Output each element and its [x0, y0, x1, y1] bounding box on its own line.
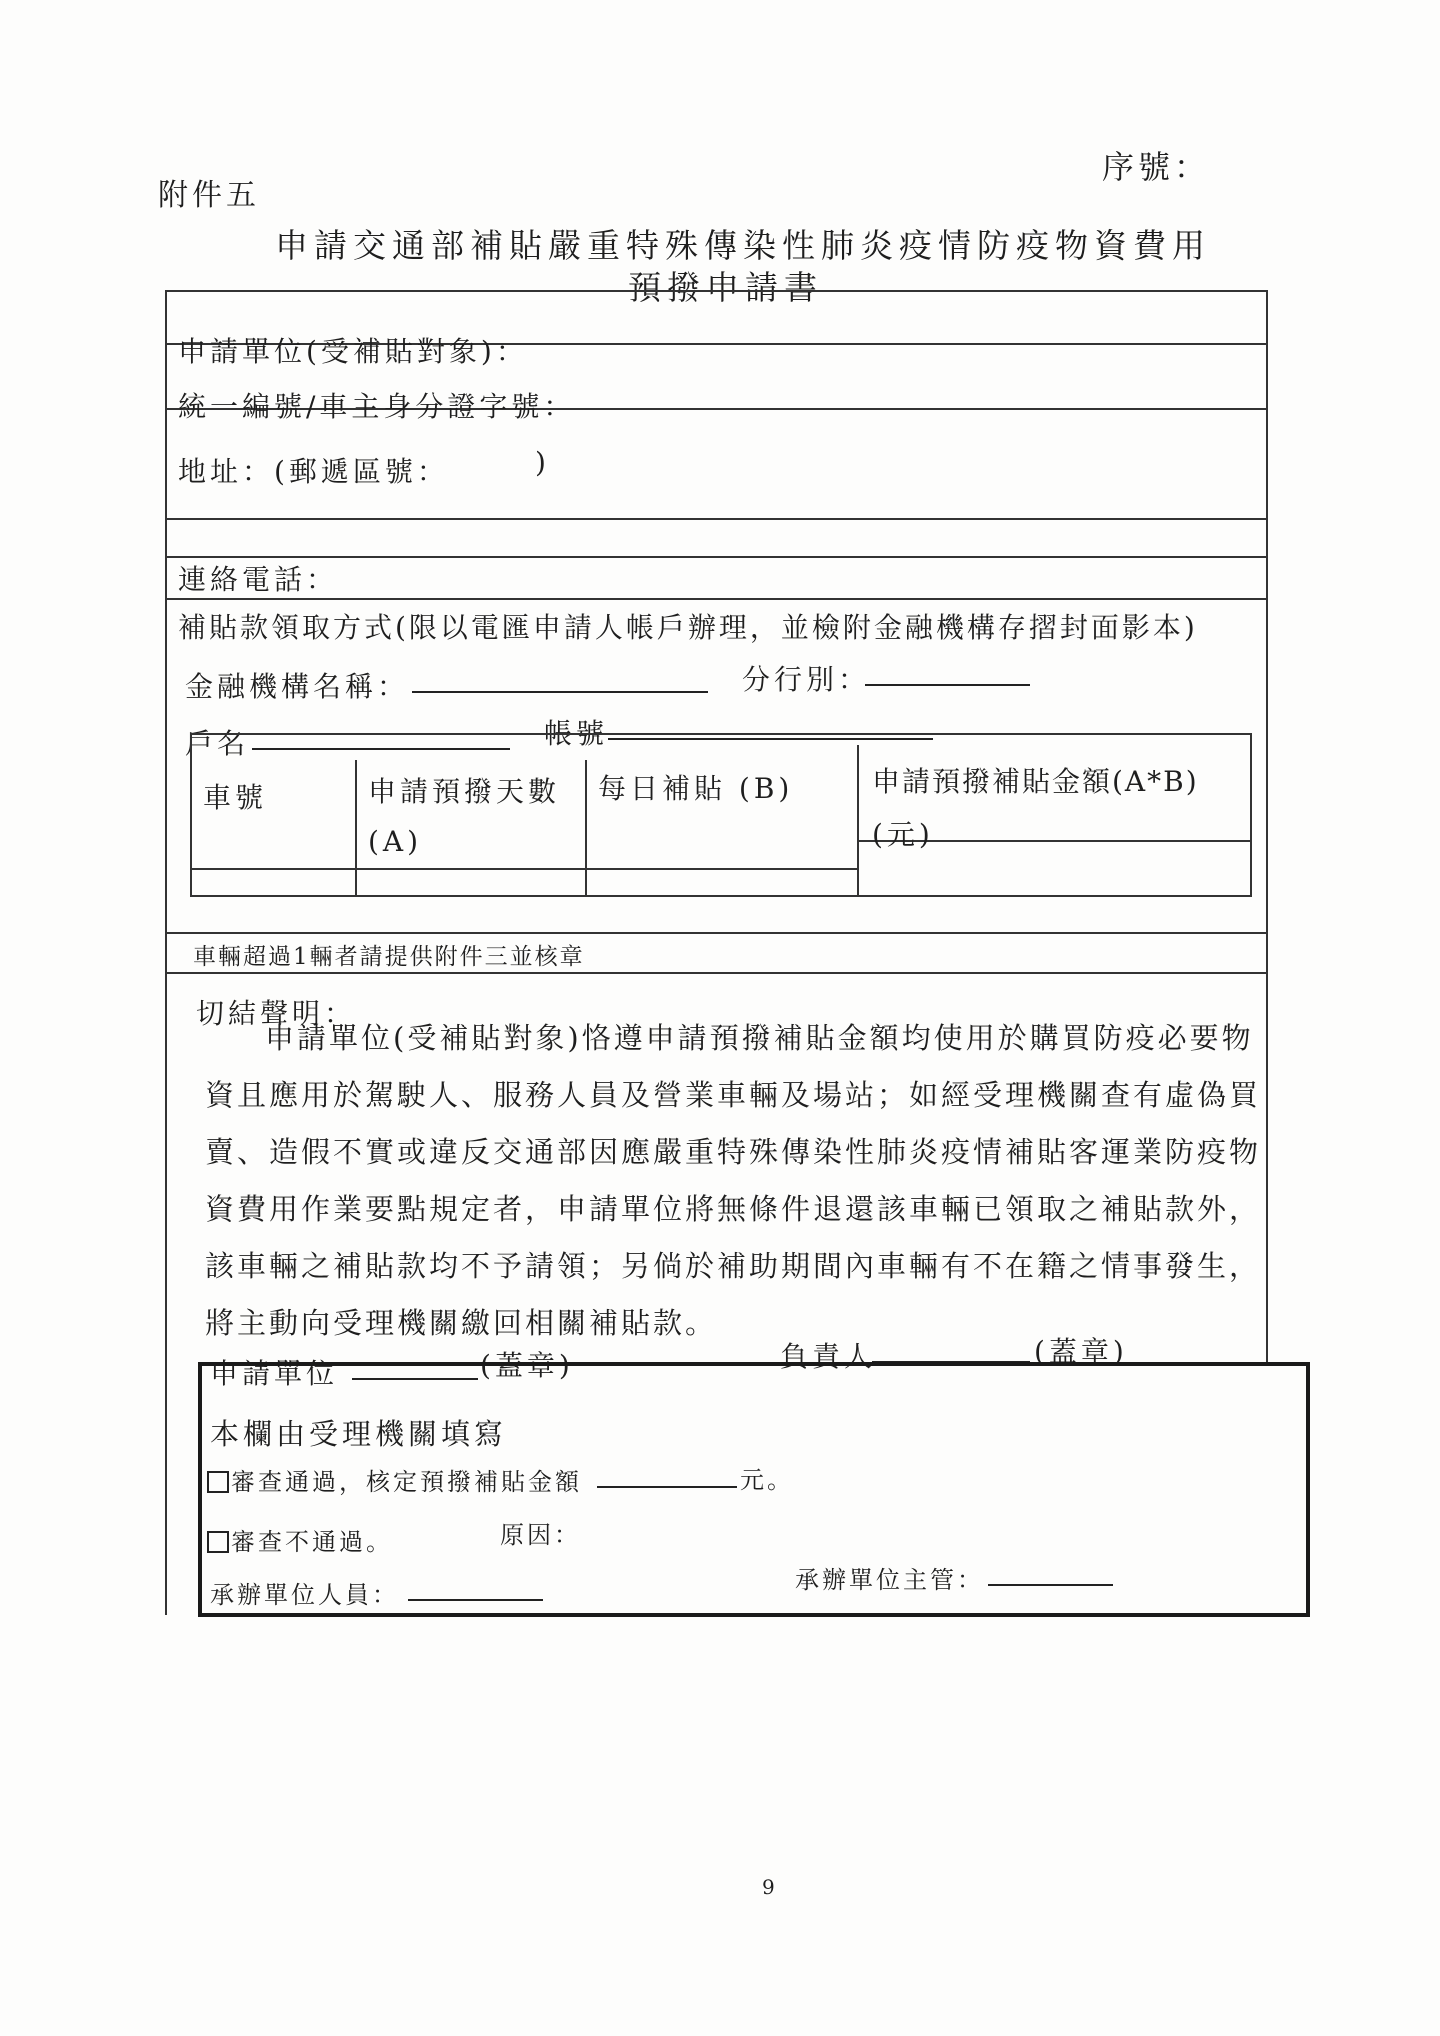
reject-checkbox[interactable] [207, 1531, 229, 1553]
branch-label: 分行別： [742, 663, 871, 696]
table-cell-plate[interactable] [192, 870, 354, 896]
table-header-days: 申請預撥天數 [368, 775, 561, 808]
row-divider [165, 972, 1266, 974]
sign-unit-seal: (蓋章) [480, 1349, 574, 1382]
attachment-label: 附件五 [158, 178, 260, 213]
approve-row [207, 1462, 582, 1497]
sign-person-label: 負責人 [780, 1340, 877, 1373]
serial-number-label: 序號： [1102, 148, 1211, 186]
reject-label: 審查不通過。 [231, 1528, 393, 1556]
id-number-label: 統一編號/車主身分證字號： [178, 390, 576, 423]
address-label: 地址：(郵遞區號： [178, 455, 449, 488]
table-header-days-unit: (A) [368, 825, 423, 858]
form-title-line2: 預撥申請書 [628, 268, 823, 307]
account-name-label: 戶名 [185, 727, 250, 760]
reason-label: 原因： [500, 1521, 581, 1549]
table-cell-daily[interactable] [587, 870, 856, 896]
branch-field[interactable] [865, 658, 1030, 690]
row-divider [165, 598, 1266, 600]
approve-label: 審查通過，核定預撥補貼金額 [231, 1468, 582, 1496]
table-cell-amount[interactable] [859, 842, 1251, 896]
address-close-paren: ) [535, 446, 550, 479]
approve-amount-field[interactable] [597, 1462, 737, 1492]
account-number-label: 帳號 [544, 717, 609, 750]
row-divider [165, 518, 1266, 520]
table-header-daily: 每日補貼 (B) [598, 772, 794, 805]
supervisor-label: 承辦單位主管： [795, 1566, 984, 1594]
approve-checkbox[interactable] [207, 1471, 229, 1493]
sign-unit-label: 申請單位 [210, 1357, 339, 1390]
staff-field[interactable] [408, 1575, 543, 1605]
approve-unit: 元。 [740, 1466, 794, 1494]
table-cell-days[interactable] [357, 870, 584, 896]
supervisor-field[interactable] [988, 1560, 1113, 1590]
reject-row [207, 1522, 393, 1557]
table-header-amount-unit: (元) [872, 818, 934, 851]
payment-method-label: 補貼款領取方式(限以電匯申請人帳戶辦理，並檢附金融機構存摺封面影本) [178, 611, 1198, 644]
table-header-amount: 申請預撥補貼金額(A*B) [872, 765, 1199, 798]
row-divider [165, 932, 1266, 934]
declaration-text [205, 1010, 1265, 1352]
staff-label: 承辦單位人員： [210, 1581, 399, 1609]
phone-label: 連絡電話： [178, 563, 339, 596]
form-right-border [1266, 290, 1268, 1365]
form-title-line1: 申請交通部補貼嚴重特殊傳染性肺炎疫情防疫物資費用 [275, 226, 1211, 265]
vehicle-note: 車輛超過1輛者請提供附件三並核章 [193, 944, 585, 970]
applicant-label: 申請單位(受補貼對象)： [178, 335, 528, 368]
review-title: 本欄由受理機關填寫 [210, 1417, 508, 1451]
bank-name-field[interactable] [412, 665, 708, 697]
form-top-border [165, 290, 1266, 292]
table-header-plate: 車號 [203, 781, 268, 814]
sign-person-seal: (蓋章) [1034, 1335, 1128, 1368]
bank-name-label: 金融機構名稱： [185, 670, 410, 703]
declaration-title: 切結聲明： [196, 997, 357, 1030]
form-left-border [165, 290, 167, 1615]
declaration-body: 申請單位(受補貼對象)恪遵申請預撥補貼金額均使用於購買防疫必要物資且應用於駕駛人、服務人員及營業車輛及場站；如經受理機關查有虛偽買賣、造假不實或違反交通部因應嚴重特殊傳染性肺炎疫情補貼客運業防疫物資費用作業要點規定者，申請單位將無條件退還該車輛已領取之補貼款外，該車輛之補貼款均不予請領；另倘於補助期間內車輛有不在籍之情事發生，將主動向受理機關繳回相關補貼款。 [205, 1021, 1262, 1340]
page-number: 9 [762, 1875, 775, 1899]
